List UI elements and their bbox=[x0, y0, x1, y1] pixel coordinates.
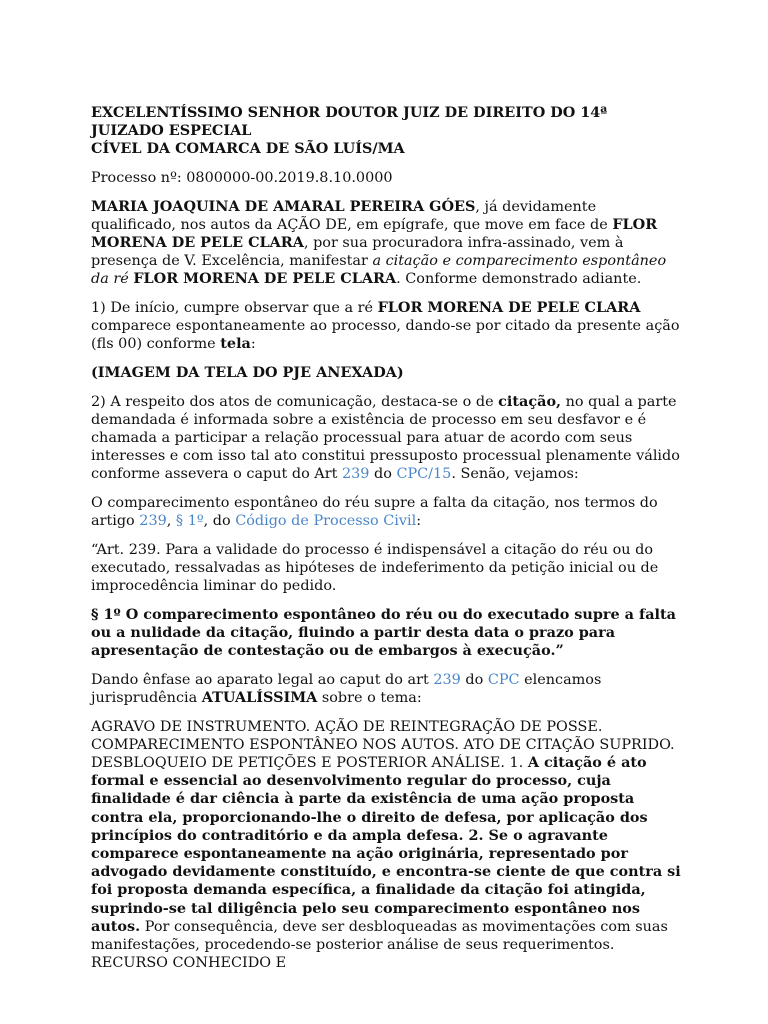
image-note: (IMAGEM DA TELA DO PJE ANEXADA) bbox=[91, 364, 404, 381]
p1-bold-end: tela bbox=[220, 335, 251, 353]
p2-text-2: no qual a parte demandada é informada sobre a existência de processo em seu desfavor e é chamada a participar a relação processual para atuar de acordo com seus interesses e com isso tal ato constitui pressuposto processual plenamente válido conforme assevera o caput do Art bbox=[91, 393, 680, 483]
link-art-239-b[interactable]: 239 bbox=[433, 671, 461, 688]
link-artigo-239[interactable]: 239 bbox=[139, 513, 167, 530]
intro-text-1: , já devidamente qualificado, nos autos da AÇÃO DE, em epígrafe, que move em face de bbox=[91, 198, 613, 233]
defendant-name-2: FLOR MORENA DE PELE CLARA bbox=[133, 270, 397, 288]
p3-text-2: , bbox=[166, 513, 176, 530]
document-page bbox=[91, 104, 681, 983]
p4-bold: ATUALÍSSIMA bbox=[201, 689, 318, 706]
p1-text-2: comparece espontaneamente ao processo, dando-se por citado da presente ação (fls 00) conforme bbox=[91, 318, 680, 353]
paragraph-2 bbox=[91, 393, 681, 484]
link-paragrafo-1[interactable]: § 1º bbox=[175, 513, 204, 530]
paragraph-4 bbox=[91, 671, 681, 707]
p5-bold: A citação é ato formal e essencial ao desenvolvimento regular do processo, cuja finalidade é dar ciência à parte da existência de uma ação proposta contra ela, proporcionando-lhe o direito de defesa, por aplicação dos princípios do contraditório e da ampla defesa. 2. Se o agravante comparece espontaneamente na ação originária, representado por advogado devidamente constituído, e encontra-se ciente de que contra si foi proposta demanda específica, a finalidade da citação foi atingida, suprindo-se tal diligência pelo seu comparecimento espontâneo nos autos. bbox=[91, 754, 681, 935]
intro-text-4: . Conforme demonstrado adiante. bbox=[396, 271, 642, 288]
paragraph-3 bbox=[91, 494, 681, 530]
defendant-name: FLOR MORENA DE PELE CLARA bbox=[91, 215, 658, 251]
document-heading bbox=[91, 104, 681, 159]
p1-defendant: FLOR MORENA DE PELE CLARA bbox=[377, 299, 641, 316]
link-art-239[interactable]: 239 bbox=[341, 466, 370, 483]
link-cpc-15[interactable]: CPC/15 bbox=[396, 466, 452, 483]
p2-bold: citação, bbox=[498, 392, 562, 410]
p4-text-2: do bbox=[460, 671, 488, 688]
p4-text-3: elencamos jurisprudência bbox=[91, 671, 602, 706]
process-number: Processo nº: 0800000-00.2019.8.10.0000 bbox=[91, 170, 393, 186]
p5-text-2: Por consequência, deve ser desbloqueadas as movimentações com suas manifestações, procedendo-se posterior análise de seus requerimentos. RECURSO CONHECIDO E bbox=[91, 918, 668, 972]
p5-text-1: AGRAVO DE INSTRUMENTO. AÇÃO DE REINTEGRAÇÃO DE POSSE. COMPARECIMENTO ESPONTÂNEO NOS AUTOS. ATO DE CITAÇÃO SUPRIDO. DESBLOQUEIO DE PETIÇÕES E POSTERIOR ANÁLISE. 1. bbox=[91, 718, 675, 771]
quote-paragrafo-1: § 1º O comparecimento espontâneo do réu ou do executado supre a falta ou a nulidade da citação, fluindo a partir desta data o prazo para apresentação de contestação ou de embargos à execução.” bbox=[91, 605, 676, 660]
paragraph-intro bbox=[91, 198, 681, 289]
intro-text-2: , por sua procuradora infra-assinado, vem à presença de V. Excelência, manifestar bbox=[91, 235, 624, 270]
intro-italic: a citação e comparecimento espontâneo da ré bbox=[91, 253, 667, 288]
plaintiff-name: MARIA JOAQUINA DE AMARAL PEREIRA GÓES bbox=[91, 197, 476, 215]
link-codigo-processo-civil[interactable]: Código de Processo Civil bbox=[235, 513, 417, 530]
p1-text-1: 1) De início, cumpre observar que a ré bbox=[91, 300, 378, 316]
p4-text-1: Dando ênfase ao aparato legal ao caput do art bbox=[91, 671, 434, 688]
p3-text-3: , do bbox=[203, 513, 236, 530]
p4-text-4: sobre o tema: bbox=[317, 690, 422, 706]
p3-text-1: O comparecimento espontâneo do réu supre a falta da citação, nos termos do artigo bbox=[91, 495, 658, 530]
link-cpc[interactable]: CPC bbox=[487, 671, 520, 688]
paragraph-jurisprudence bbox=[91, 718, 681, 973]
heading-line-1: EXCELENTÍSSIMO SENHOR DOUTOR JUIZ DE DIREITO DO 14ª JUIZADO ESPECIAL bbox=[91, 104, 608, 140]
heading-line-2: CÍVEL DA COMARCA DE SÃO LUÍS/MA bbox=[91, 140, 405, 158]
p2-text-1: 2) A respeito dos atos de comunicação, destaca-se o de bbox=[91, 393, 499, 410]
paragraph-1 bbox=[91, 299, 681, 354]
p3-text-4: : bbox=[416, 513, 422, 530]
quote-art-239: “Art. 239. Para a validade do processo é indispensável a citação do réu ou do executado, ressalvadas as hipóteses de indeferimento da petição inicial ou de improcedência liminar do pedido. bbox=[91, 541, 659, 595]
p1-text-3: : bbox=[250, 336, 256, 353]
p2-text-4: . Senão, vejamos: bbox=[451, 466, 579, 483]
p2-text-3: do bbox=[369, 466, 397, 483]
